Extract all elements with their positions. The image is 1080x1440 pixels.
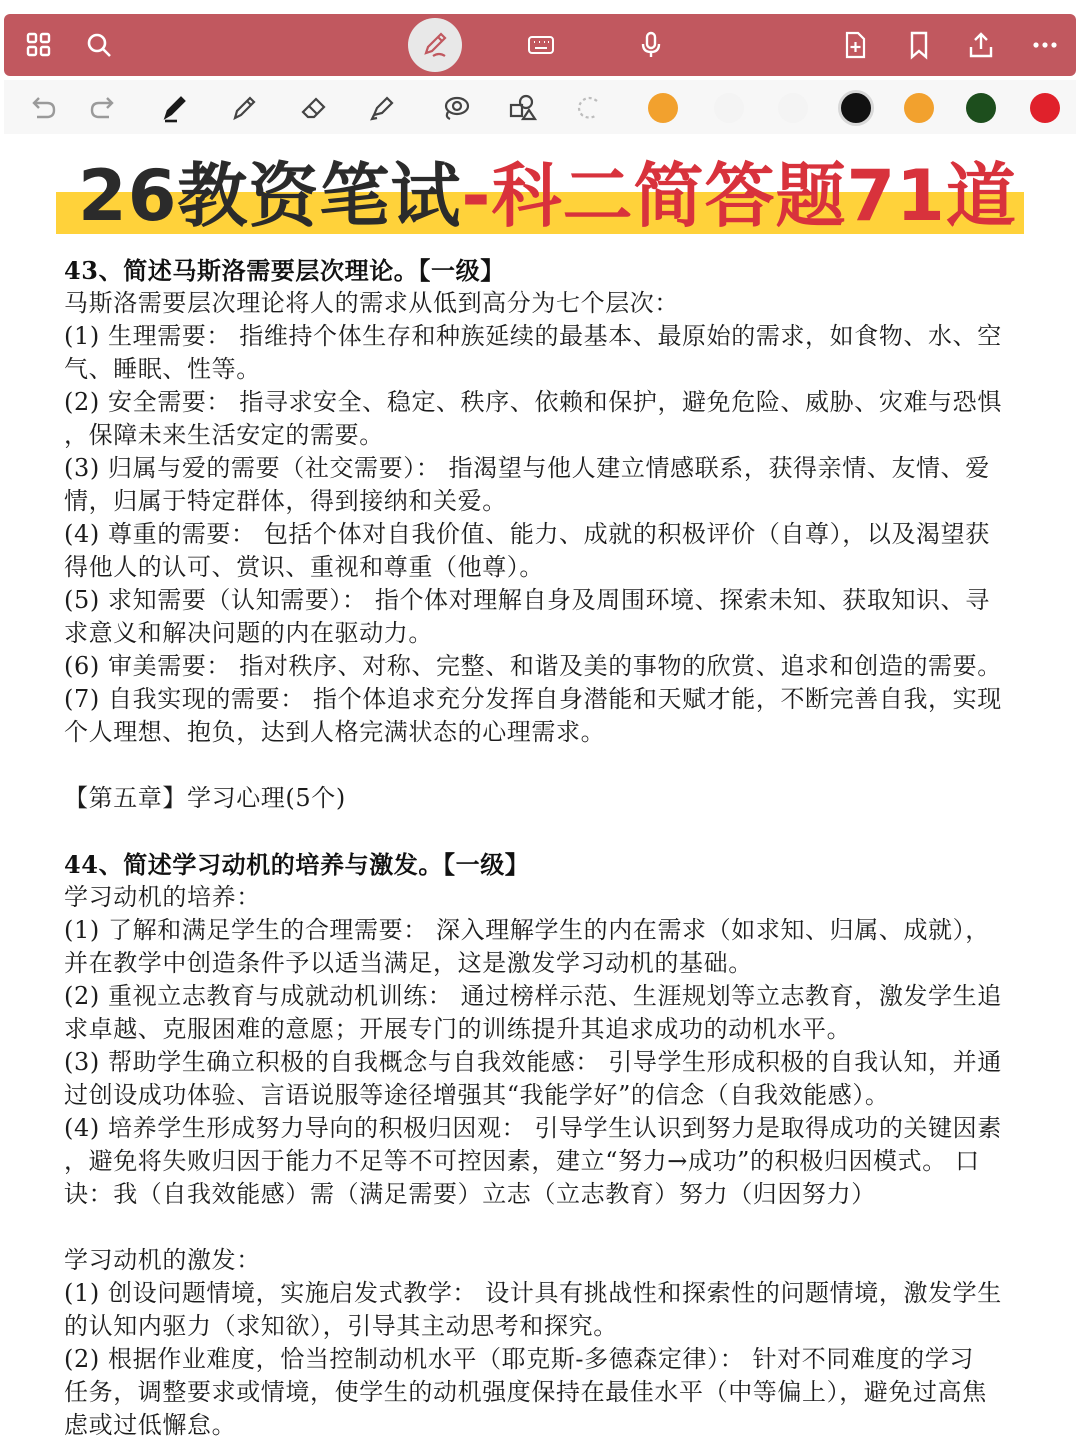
color-swatch-orange[interactable] — [648, 93, 678, 123]
text-line: (2) 安全需要： 指寻求安全、稳定、秩序、依赖和保护，避免危险、威胁、灾难与恐惧 — [64, 388, 1002, 416]
text-line: 学习动机的培养： — [64, 883, 261, 911]
text-line: 个人理想、抱负，达到人格完满状态的心理需求。 — [64, 718, 606, 746]
drawing-toolbar — [4, 80, 1076, 134]
ballpoint-pen-icon[interactable] — [152, 86, 196, 130]
text-line: 【第五章】学习心理(5个) — [64, 784, 346, 812]
text-line: 学习动机的激发： — [64, 1246, 261, 1274]
text-line: (3) 归属与爱的需要（社交需要）： 指渴望与他人建立情感联系，获得亲情、友情、爱 — [64, 454, 990, 482]
color-swatch-red[interactable] — [1030, 93, 1060, 123]
add-page-icon[interactable] — [832, 14, 878, 76]
pencil-icon[interactable] — [222, 86, 266, 130]
redo-icon[interactable] — [82, 86, 126, 130]
question-heading: 43、简述马斯洛需要层次理论。【一级】 — [64, 256, 505, 285]
lasso-icon[interactable] — [434, 86, 478, 130]
bookmark-icon[interactable] — [896, 14, 942, 76]
text-line: 诀：我（自我效能感）需（满足需要）立志（立志教育）努力（归因努力） — [64, 1180, 876, 1208]
color-swatch-orange-2[interactable] — [904, 93, 934, 123]
color-swatch-white-2[interactable] — [778, 93, 808, 123]
text-line: 的认知内驱力（求知欲），引导其主动思考和探究。 — [64, 1312, 618, 1340]
shapes-icon[interactable] — [500, 86, 544, 130]
microphone-icon[interactable] — [628, 14, 674, 76]
color-swatch-white[interactable] — [714, 93, 744, 123]
text-line: 求意义和解决问题的内在驱动力。 — [64, 619, 433, 647]
text-line: 过创设成功体验、言语说服等途径增强其“我能学好”的信念（自我效能感）。 — [64, 1081, 890, 1109]
text-line: 情，归属于特定群体，得到接纳和关爱。 — [64, 487, 507, 515]
title-text — [78, 152, 1018, 240]
title-part-2: -科二简答题71道 — [461, 155, 1017, 237]
grid-icon[interactable] — [16, 14, 62, 76]
text-line: 求卓越、克服困难的意愿；开展专门的训练提升其追求成功的动机水平。 — [64, 1015, 852, 1043]
color-swatch-black-selected[interactable] — [838, 90, 874, 126]
text-line: (1) 生理需要： 指维持个体生存和种族延续的最基本、最原始的需求，如食物、水、空 — [64, 322, 1002, 350]
blank-line — [64, 815, 1048, 848]
eraser-icon[interactable] — [292, 86, 336, 130]
text-select-icon[interactable] — [566, 86, 610, 130]
text-line: (2) 重视立志教育与成就动机训练： 通过榜样示范、生涯规划等立志教育，激发学生追 — [64, 982, 1002, 1010]
text-line: ，避免将失败归因于能力不足等不可控因素，建立“努力→成功”的积极归因模式。 口 — [64, 1147, 980, 1175]
text-line: (1) 创设问题情境，实施启发式教学： 设计具有挑战性和探索性的问题情境，激发学生 — [64, 1279, 1002, 1307]
text-line: 马斯洛需要层次理论将人的需求从低到高分为七个层次： — [64, 289, 679, 317]
top-app-bar — [4, 14, 1076, 76]
text-line: 任务，调整要求或情境，使学生的动机强度保持在最佳水平（中等偏上），避免过高焦 — [64, 1378, 987, 1406]
text-line: 气、睡眠、性等。 — [64, 355, 261, 383]
text-line: (6) 审美需要： 指对秩序、对称、完整、和谐及美的事物的欣赏、追求和创造的需要。 — [64, 652, 1002, 680]
question-heading: 44、简述学习动机的培养与激发。【一级】 — [64, 850, 530, 879]
text-line: (1) 了解和满足学生的合理需要： 深入理解学生的内在需求（如求知、归属、成就）， — [64, 916, 990, 944]
text-line: ，保障未来生活安定的需要。 — [64, 421, 384, 449]
text-line: 虑或过低懈怠。 — [64, 1411, 237, 1439]
title-part-1: 26教资笔试 — [78, 155, 462, 237]
pen-mode-icon[interactable] — [408, 18, 462, 72]
text-line: (2) 根据作业难度，恰当控制动机水平（耶克斯-多德森定律）： 针对不同难度的学习 — [64, 1345, 974, 1373]
search-icon[interactable] — [76, 14, 122, 76]
share-icon[interactable] — [958, 14, 1004, 76]
note-body — [64, 254, 1048, 1440]
keyboard-icon[interactable] — [518, 14, 564, 76]
document-title — [56, 152, 1024, 240]
text-line: (4) 培养学生形成努力导向的积极归因观： 引导学生认识到努力是取得成功的关键因素 — [64, 1114, 1002, 1142]
text-line: 得他人的认可、赏识、重视和尊重（他尊）。 — [64, 553, 544, 581]
blank-line — [64, 749, 1048, 782]
text-line: (3) 帮助学生确立积极的自我概念与自我效能感： 引导学生形成积极的自我认知，并通 — [64, 1048, 1002, 1076]
text-line: (5) 求知需要（认知需要）： 指个体对理解自身及周围环境、探索未知、获取知识、寻 — [64, 586, 990, 614]
text-line: (7) 自我实现的需要： 指个体追求充分发挥自身潜能和天赋才能，不断完善自我，实现 — [64, 685, 1002, 713]
color-swatch-green[interactable] — [966, 93, 996, 123]
highlighter-icon[interactable] — [360, 86, 404, 130]
text-line: (4) 尊重的需要： 包括个体对自我价值、能力、成就的积极评价（自尊），以及渴望获 — [64, 520, 990, 548]
blank-line — [64, 1211, 1048, 1244]
text-line: 并在教学中创造条件予以适当满足，这是激发学习动机的基础。 — [64, 949, 753, 977]
undo-icon[interactable] — [20, 86, 64, 130]
more-icon[interactable] — [1022, 14, 1068, 76]
